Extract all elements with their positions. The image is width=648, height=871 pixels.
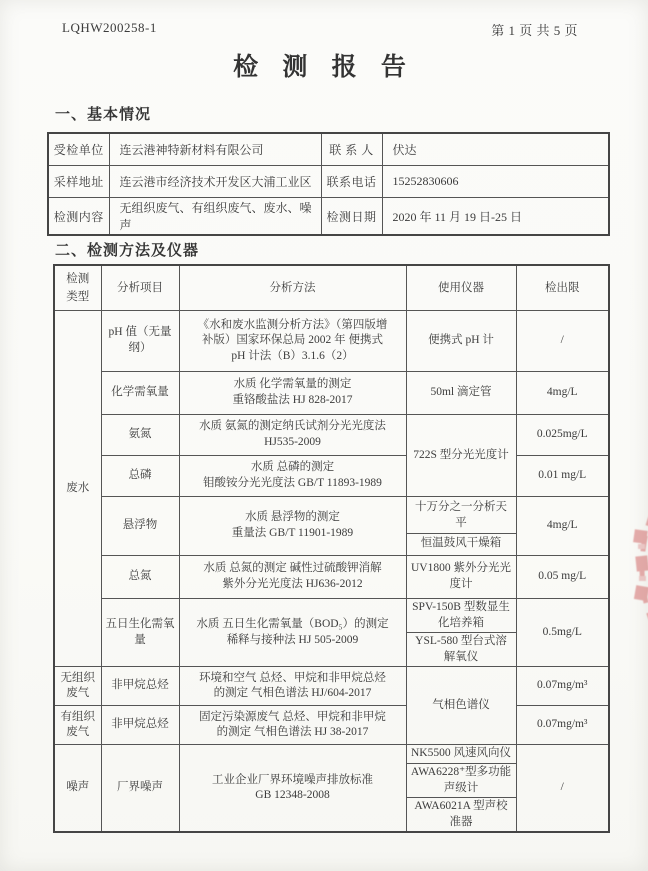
analysis-method-cell: 水质 悬浮物的测定 重量法 GB/T 11901-1989	[179, 497, 406, 556]
analysis-item-cell: 化学需氧量	[101, 372, 179, 415]
document-header	[62, 20, 578, 39]
analysis-method-cell: 水质 总磷的测定 钼酸铵分光光度法 GB/T 11893-1989	[179, 456, 406, 497]
table-row-bod	[54, 599, 609, 667]
instrument-sub-cell: YSL-580 型台式溶解氧仪	[415, 635, 507, 663]
table-row-fugitive-gas	[54, 667, 609, 706]
group-label-stationary-gas: 有组织 废气	[54, 706, 101, 745]
analysis-item-cell: 氨氮	[101, 415, 179, 456]
field-label-contact-person: 联 系 人	[321, 133, 382, 166]
detection-limit-cell: 0.07mg/m³	[516, 706, 609, 745]
instrument-sub-cell: AWA6021A 型声校准器	[414, 800, 508, 828]
methods-table	[53, 264, 610, 833]
instrument-cell: 50ml 滴定管	[406, 372, 516, 415]
analysis-method-cell: 水质 总氮的测定 碱性过硫酸钾消解 紫外分光光度法 HJ636-2012	[179, 556, 406, 599]
field-label-inspected-unit: 受检单位	[48, 133, 109, 166]
detection-limit-cell: /	[516, 311, 609, 372]
column-header-item: 分析项目	[101, 265, 179, 311]
analysis-item-cell: 总磷	[101, 456, 179, 497]
detection-limit-cell: 0.5mg/L	[516, 599, 609, 667]
detection-limit-cell: 0.01 mg/L	[516, 456, 609, 497]
detection-limit-cell: 4mg/L	[516, 372, 609, 415]
table-row-ph	[54, 311, 609, 372]
red-stamp-fragment	[626, 498, 648, 640]
column-header-limit: 检出限	[516, 265, 609, 311]
field-label-sampling-address: 采样地址	[48, 166, 109, 198]
analysis-method-cell: 水质 氨氮的测定纳氏试剂分光光度法 HJ535-2009	[179, 415, 406, 456]
instrument-cell: 722S 型分光光度计	[406, 415, 516, 497]
analysis-item-cell: 厂界噪声	[101, 745, 179, 833]
field-value-contact-phone: 15252830606	[382, 166, 609, 198]
instrument-sub-cell: 恒温鼓风干燥箱	[420, 536, 502, 549]
analysis-item-cell: 非甲烷总烃	[101, 667, 179, 706]
table-row-phosphorus	[54, 456, 609, 497]
instrument-sub-cell: AWA6228⁺型多功能声级计	[407, 764, 516, 798]
detection-limit-cell: 0.05 mg/L	[516, 556, 609, 599]
field-label-test-content: 检测内容	[48, 198, 109, 236]
field-value-test-date: 2020 年 11 月 19 日-25 日	[382, 198, 609, 236]
table-row-suspended-solids	[54, 497, 609, 556]
detection-limit-cell: 0.07mg/m³	[516, 667, 609, 706]
table-row-ammonia	[54, 415, 609, 456]
basic-info-table	[47, 132, 610, 236]
instrument-cell: UV1800 紫外分光光度计	[406, 556, 516, 599]
analysis-item-cell: 五日生化需氧量	[101, 599, 179, 667]
section-heading-basic-info: 一、基本情况	[55, 107, 152, 123]
group-label-wastewater: 废水	[54, 311, 101, 667]
field-value-test-content: 无组织废气、有组织废气、废水、噪声	[109, 198, 321, 236]
analysis-item-cell: pH 值（无量纲）	[101, 311, 179, 372]
instrument-sub-cell: 十万分之一分析天平	[407, 499, 516, 534]
instrument-cell: 便携式 pH 计	[406, 311, 516, 372]
table-row-stationary-gas	[54, 706, 609, 745]
field-value-inspected-unit: 连云港神特新材料有限公司	[109, 133, 321, 166]
analysis-method-cell: 水质 五日生化需氧量（BOD₅）的测定 稀释与接种法 HJ 505-2009	[179, 599, 406, 667]
analysis-method-cell: 工业企业厂界环境噪声排放标准 GB 12348-2008	[179, 745, 406, 833]
page-indicator: 第 1 页 共 5 页	[491, 23, 578, 38]
table-row-nitrogen	[54, 556, 609, 599]
field-value-sampling-address: 连云港市经济技术开发区大浦工业区	[109, 166, 321, 198]
field-label-contact-phone: 联系电话	[321, 166, 382, 198]
column-header-type: 检测 类型	[54, 265, 101, 311]
analysis-item-cell: 总氮	[101, 556, 179, 599]
table-row-noise	[54, 745, 609, 833]
table-header-row	[54, 265, 609, 311]
table-row	[48, 198, 609, 236]
instrument-cell	[406, 599, 516, 667]
analysis-item-cell: 悬浮物	[101, 497, 179, 556]
analysis-method-cell: 固定污染源废气 总烃、甲烷和非甲烷 的测定 气相色谱法 HJ 38-2017	[179, 706, 406, 745]
table-row	[48, 133, 609, 166]
analysis-method-cell: 《水和废水监测分析方法》（第四版增 补版）国家环保总局 2002 年 便携式 pH 计法（B）3.1.6（2）	[179, 311, 406, 372]
analysis-method-cell: 水质 化学需氧量的测定 重铬酸盐法 HJ 828-2017	[179, 372, 406, 415]
analysis-method-cell: 环境和空气 总烃、甲烷和非甲烷总烃 的测定 气相色谱法 HJ/604-2017	[179, 667, 406, 706]
report-title: 检 测 报 告	[233, 54, 415, 81]
instrument-cell	[406, 497, 516, 556]
section-heading-methods: 二、检测方法及仪器	[55, 243, 200, 259]
field-value-contact-person: 伏达	[382, 133, 609, 166]
table-row-cod	[54, 372, 609, 415]
instrument-sub-cell: SPV-150B 型数显生化培养箱	[407, 599, 516, 633]
detection-limit-cell: 4mg/L	[516, 497, 609, 556]
field-label-test-date: 检测日期	[321, 198, 382, 236]
table-row	[48, 166, 609, 198]
instrument-cell: 气相色谱仪	[406, 667, 516, 745]
group-label-fugitive-gas: 无组织 废气	[54, 667, 101, 706]
instrument-cell	[406, 745, 516, 833]
group-label-noise: 噪声	[54, 745, 101, 833]
detection-limit-cell: 0.025mg/L	[516, 415, 609, 456]
instrument-sub-cell: NK5500 风速风向仪	[407, 745, 516, 764]
doc-number: LQHW200258-1	[62, 20, 157, 35]
analysis-item-cell: 非甲烷总烃	[101, 706, 179, 745]
column-header-instrument: 使用仪器	[406, 265, 516, 311]
detection-limit-cell: /	[516, 745, 609, 833]
column-header-method: 分析方法	[179, 265, 406, 311]
